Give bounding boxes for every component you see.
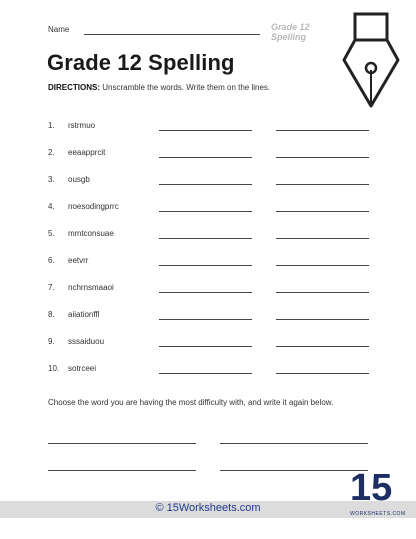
answer-line[interactable] (276, 211, 369, 212)
item-number: 5. (48, 229, 55, 238)
answer-line[interactable] (159, 238, 252, 239)
practice-line[interactable] (220, 443, 368, 444)
scrambled-word: nchrnsmaaoi (68, 283, 114, 292)
scrambled-word: sssaiduou (68, 337, 105, 346)
name-row (48, 22, 318, 42)
answer-line[interactable] (159, 292, 252, 293)
scrambled-word: rstrmuo (68, 121, 96, 130)
directions (48, 83, 270, 92)
scrambled-word: aiiationffl (68, 310, 100, 319)
answer-line[interactable] (159, 157, 252, 158)
item-number: 3. (48, 175, 55, 184)
scrambled-word: sotrceei (68, 364, 97, 373)
worksheets-logo (350, 465, 406, 525)
list-item (48, 196, 378, 223)
answer-line[interactable] (159, 346, 252, 347)
answer-line[interactable] (276, 373, 369, 374)
answer-line[interactable] (276, 292, 369, 293)
answer-line[interactable] (276, 238, 369, 239)
practice-line[interactable] (220, 470, 368, 471)
answer-line[interactable] (276, 184, 369, 185)
answer-line[interactable] (159, 265, 252, 266)
item-number: 10. (48, 364, 60, 373)
list-item (48, 358, 378, 385)
item-number: 7. (48, 283, 55, 292)
item-number: 4. (48, 202, 55, 211)
scrambled-word: mmtconsuae (68, 229, 114, 238)
footer-link[interactable]: © 15Worksheets.com (155, 502, 261, 514)
answer-line[interactable] (276, 346, 369, 347)
item-number: 8. (48, 310, 55, 319)
name-label: Name (48, 25, 70, 34)
practice-line[interactable] (48, 470, 196, 471)
answer-line[interactable] (159, 373, 252, 374)
answer-line[interactable] (159, 319, 252, 320)
answer-line[interactable] (276, 265, 369, 266)
answer-line[interactable] (159, 130, 252, 131)
answer-line[interactable] (276, 157, 369, 158)
answer-line[interactable] (159, 211, 252, 212)
item-number: 2. (48, 148, 55, 157)
scrambled-word: eeaapprcit (68, 148, 106, 157)
directions-label: DIRECTIONS: (48, 83, 100, 92)
item-number: 6. (48, 256, 55, 265)
list-item (48, 250, 378, 277)
list-item (48, 304, 378, 331)
list-item (48, 277, 378, 304)
logo-number: 15 (350, 467, 393, 509)
pen-nib-icon (340, 10, 402, 108)
header-tag: Grade 12 Spelling (271, 22, 310, 42)
list-item (48, 115, 378, 142)
list-item (48, 142, 378, 169)
list-item (48, 223, 378, 250)
answer-line[interactable] (276, 319, 369, 320)
list-item (48, 331, 378, 358)
scrambled-word: noesodingprrc (68, 202, 119, 211)
answer-line[interactable] (159, 184, 252, 185)
list-item (48, 169, 378, 196)
practice-line[interactable] (48, 443, 196, 444)
name-line[interactable] (84, 34, 260, 35)
logo-subtitle: WORKSHEETS.COM (350, 511, 406, 517)
scrambled-word: ousgb (68, 175, 90, 184)
difficulty-prompt: Choose the word you are having the most difficulty with, and write it again below. (48, 398, 334, 407)
answer-line[interactable] (276, 130, 369, 131)
page-title: Grade 12 Spelling (47, 50, 235, 75)
item-number: 9. (48, 337, 55, 346)
scrambled-word: eetvrr (68, 256, 89, 265)
item-number: 1. (48, 121, 55, 130)
word-list (48, 115, 378, 385)
directions-text: Unscramble the words. Write them on the lines. (100, 83, 271, 92)
